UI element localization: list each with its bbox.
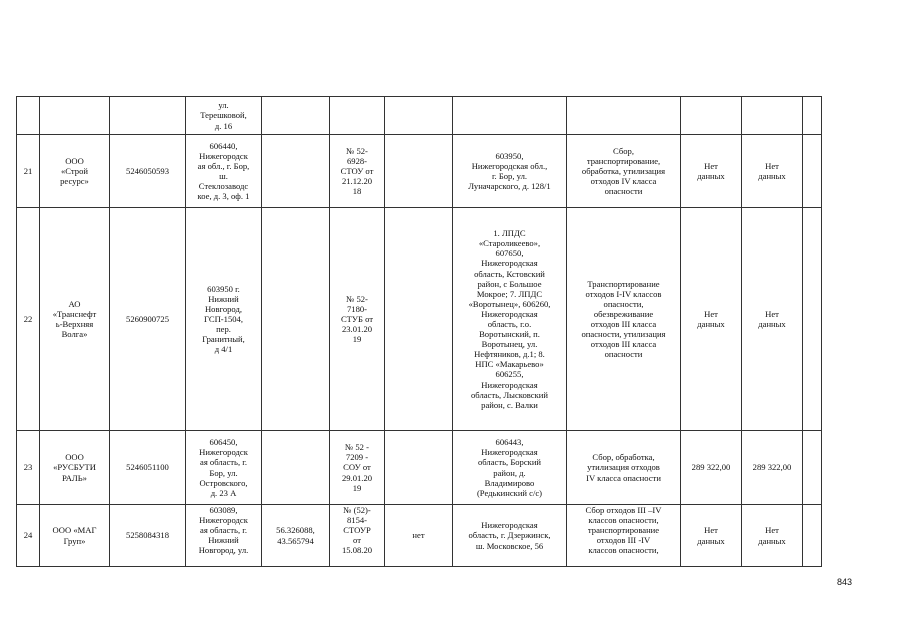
cell-license: № 52- 7180- СТУБ от 23.01.20 19 (330, 208, 385, 431)
cell-blank (803, 505, 822, 567)
cell-coordinates (262, 97, 330, 135)
table-row (17, 208, 822, 431)
cell-value-2: Нет данных (742, 135, 803, 208)
cell-value-1: Нет данных (681, 505, 742, 567)
cell-legal-address: 606450, Нижегородск ая область, г. Бор, ул. Островского, д. 23 А (186, 431, 262, 505)
cell-value-2: Нет данных (742, 505, 803, 567)
cell-extra: нет (385, 505, 453, 567)
cell-organization: ООО «РУСБУТИ РАЛЬ» (40, 431, 110, 505)
cell-license (330, 97, 385, 135)
cell-inn: 5246051100 (110, 431, 186, 505)
cell-activity: Транспортирование отходов I-IV классов опасности, обезвреживание отходов III класса опасности, утилизация отходов III класса опасности (567, 208, 681, 431)
table-row (17, 505, 822, 567)
cell-coordinates (262, 208, 330, 431)
registry-table (16, 96, 822, 567)
cell-license: № 52 - 7209 - СОУ от 29.01.20 19 (330, 431, 385, 505)
cell-value-2: 289 322,00 (742, 431, 803, 505)
cell-value-1: Нет данных (681, 135, 742, 208)
cell-value-2: Нет данных (742, 208, 803, 431)
cell-blank (803, 431, 822, 505)
cell-inn: 5260900725 (110, 208, 186, 431)
cell-number (17, 97, 40, 135)
cell-coordinates (262, 135, 330, 208)
cell-site-address: 1. ЛПДС «Староликеево», 607650, Нижегородская область, Кстовский район, с Большое Мокрое; 7. ЛПДС «Воротынец», 606260, Нижегородская область, г.о. Воротынский, п. Воротынец, ул. Нефтяников, д.1; 8. НПС «Макарьево» 606255, Нижегородская область, Лысковский район, с. Валки (453, 208, 567, 431)
cell-blank (803, 135, 822, 208)
cell-license: № (52)- 8154- СТОУР от 15.08.20 (330, 505, 385, 567)
cell-organization: ООО «МАГ Груп» (40, 505, 110, 567)
cell-site-address: 606443, Нижегородская область, Борский район, д. Владимирово (Редькинский с/с) (453, 431, 567, 505)
cell-organization (40, 97, 110, 135)
cell-inn (110, 97, 186, 135)
table-row (17, 431, 822, 505)
cell-extra (385, 135, 453, 208)
cell-organization: ООО «Строй ресурс» (40, 135, 110, 208)
cell-blank (803, 97, 822, 135)
table-row (17, 97, 822, 135)
cell-coordinates: 56.326088, 43.565794 (262, 505, 330, 567)
cell-activity (567, 97, 681, 135)
cell-value-1: Нет данных (681, 208, 742, 431)
cell-inn: 5258084318 (110, 505, 186, 567)
cell-number: 22 (17, 208, 40, 431)
cell-site-address: Нижегородская область, г. Дзержинск, ш. Московское, 56 (453, 505, 567, 567)
cell-legal-address: 606440, Нижегородск ая обл., г. Бор, ш. Стеклозаводс кое, д. 3, оф. 1 (186, 135, 262, 208)
cell-legal-address: 603089, Нижегородск ая область, г. Нижний Новгород, ул. (186, 505, 262, 567)
cell-activity: Сбор, обработка, утилизация отходов IV класса опасности (567, 431, 681, 505)
cell-license: № 52- 6928- СТОУ от 21.12.20 18 (330, 135, 385, 208)
cell-extra (385, 208, 453, 431)
cell-number: 23 (17, 431, 40, 505)
table-row (17, 135, 822, 208)
cell-extra (385, 97, 453, 135)
cell-value-1: 289 322,00 (681, 431, 742, 505)
cell-legal-address: 603950 г. Нижний Новгород, ГСП-1504, пер. Гранитный, д 4/1 (186, 208, 262, 431)
cell-site-address: 603950, Нижегородская обл., г. Бор, ул. Луначарского, д. 128/1 (453, 135, 567, 208)
cell-activity: Сбор, транспортирование, обработка, утилизация отходов IV класса опасности (567, 135, 681, 208)
cell-legal-address: ул. Терешковой, д. 16 (186, 97, 262, 135)
cell-blank (803, 208, 822, 431)
cell-value-2 (742, 97, 803, 135)
cell-value-1 (681, 97, 742, 135)
cell-number: 24 (17, 505, 40, 567)
cell-activity: Сбор отходов III –IV классов опасности, транспортирование отходов III -IV классов опасности, (567, 505, 681, 567)
cell-coordinates (262, 431, 330, 505)
cell-organization: АО «Транснефт ь-Верхняя Волга» (40, 208, 110, 431)
cell-number: 21 (17, 135, 40, 208)
page-number: 843 (836, 577, 852, 587)
cell-extra (385, 431, 453, 505)
cell-inn: 5246050593 (110, 135, 186, 208)
cell-site-address (453, 97, 567, 135)
